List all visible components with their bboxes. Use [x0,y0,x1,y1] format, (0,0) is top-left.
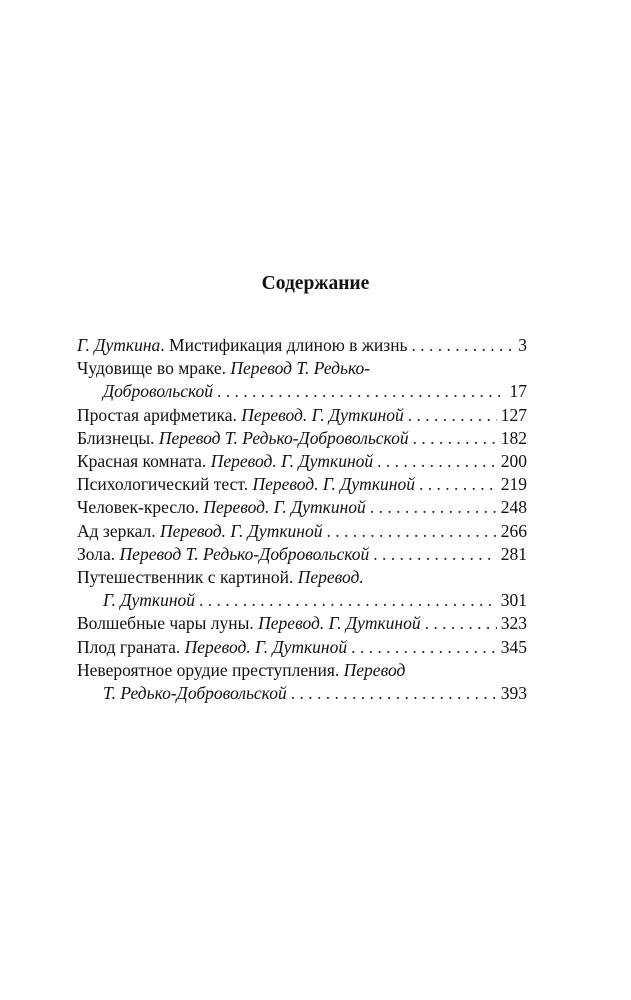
entry-translator: Перевод. Г. Дуткиной [160,520,323,541]
entry-translator-continued: Т. Редько-Добровольской [103,683,287,704]
dot-leader [291,682,497,705]
toc-entry[interactable] [77,636,527,659]
dot-leader [351,636,497,659]
entry-title: Зола. [77,543,116,564]
entry-translator: Перевод Т. Редько- [230,358,371,379]
page-number: 17 [509,381,527,402]
page-number: 345 [500,636,527,657]
entry-translator: Перевод [343,659,406,680]
entry-translator: Перевод. Г. Дуткиной [241,404,404,425]
dot-leader [413,427,497,450]
dot-leader [408,404,497,427]
toc-entry[interactable] [77,357,527,403]
page-title: Содержание [261,273,370,294]
page-number: 301 [500,590,527,611]
page-number: 127 [500,404,527,425]
toc-entry[interactable] [77,450,527,473]
entry-title: Человек-кресло. [77,497,199,518]
entry-title: Чудовище во мраке. [77,358,226,379]
toc-entry[interactable] [77,427,527,450]
entry-title: Волшебные чары луны. [77,613,254,634]
dot-leader [217,380,505,403]
entry-translator: Перевод. Г. Дуткиной [258,613,421,634]
entry-title: Психологический тест. [77,474,249,495]
toc-entry[interactable] [77,496,527,519]
dot-leader [377,450,497,473]
entry-title: Невероятное орудие преступления. [77,659,340,680]
page-number: 3 [518,335,527,355]
entry-title: Красная комната. [77,451,207,472]
entry-translator-continued: Г. Дуткиной [103,590,196,611]
dot-leader [425,612,497,635]
entry-translator: Перевод. Г. Дуткиной [203,497,366,518]
table-of-contents [77,334,527,705]
toc-entry[interactable] [77,404,527,427]
dot-leader [199,589,497,612]
entry-author: Г. Дуткина [77,335,161,355]
dot-leader [373,543,496,566]
dot-leader [326,520,496,543]
entry-title: Путешественник с картиной. [77,567,294,588]
page-number: 323 [500,613,527,634]
page-number: 182 [500,427,527,448]
toc-entry[interactable] [77,659,527,705]
entry-translator: Перевод. Г. Дуткиной [252,474,415,495]
page-number: 266 [500,520,527,541]
dot-leader [419,473,497,496]
entry-translator: Перевод Т. Редько-Добровольской [158,427,409,448]
toc-entry[interactable] [77,566,527,612]
entry-translator-continued: Добровольской [103,381,214,402]
toc-entry[interactable] [77,334,527,357]
toc-entry[interactable] [77,520,527,543]
toc-entry[interactable] [77,612,527,635]
entry-title: Плод граната. [77,636,181,657]
page-number: 281 [500,543,527,564]
dot-leader [412,334,513,357]
page-number: 219 [500,474,527,495]
entry-title: Близнецы. [77,427,155,448]
page-number: 393 [500,683,527,704]
page-number: 248 [500,497,527,518]
toc-entry[interactable] [77,543,527,566]
entry-translator: Перевод. Г. Дуткиной [210,451,374,472]
page-number: 200 [500,451,527,472]
toc-entry[interactable] [77,473,527,496]
entry-title: . Мистификация длиною в жизнь [160,335,408,355]
entry-translator: Перевод. [297,567,364,588]
dot-leader [370,496,497,519]
entry-title: Ад зеркал. [77,520,156,541]
entry-title: Простая арифметика. [77,404,237,425]
entry-translator: Перевод. Г. Дуткиной [184,636,348,657]
entry-translator: Перевод Т. Редько-Добровольской [119,543,370,564]
